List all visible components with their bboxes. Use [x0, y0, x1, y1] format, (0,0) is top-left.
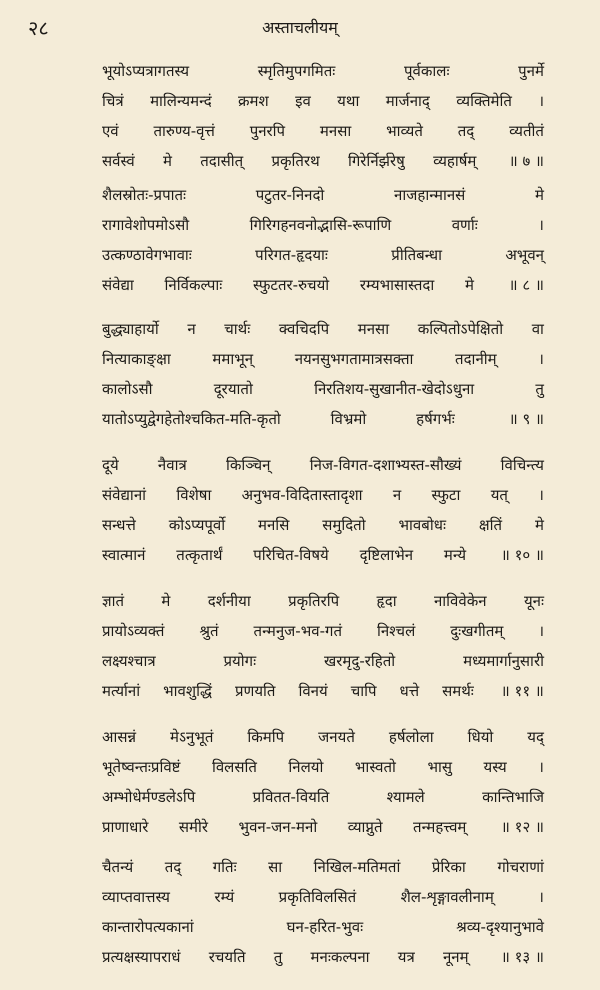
verse-line — [102, 540, 544, 570]
verse-line — [102, 374, 544, 404]
verse-word: व्यतीतं — [509, 122, 544, 140]
verse-word: परिचित-विषये — [253, 546, 329, 564]
verse-word: कालोऽसौ — [102, 380, 153, 398]
verse-word: निलयो — [288, 758, 324, 776]
verse-word: हर्षगर्भः — [416, 410, 455, 428]
verse-line — [102, 86, 544, 116]
verse-word: सर्वस्वं — [102, 152, 135, 170]
verse-word: निश्चलं — [376, 622, 416, 640]
verse-word: भास्वतो — [354, 758, 396, 776]
verse-word: ज्ञातं — [102, 592, 125, 610]
verse-word: चित्रं — [102, 92, 124, 110]
verse-word: मर्त्यानां — [102, 682, 141, 700]
verse-word: विभ्रमो — [330, 410, 367, 428]
verse-word: किञ्चिन् — [226, 456, 271, 474]
verse-word: कान्तारोपत्यकानां — [102, 918, 194, 936]
verse-word: रागावेशोपमोऽसौ — [102, 216, 190, 234]
verse-line — [102, 344, 544, 374]
verse-word: चापि — [350, 682, 377, 700]
verse-word: प्राणाधारे — [102, 818, 149, 836]
verse-word: तु — [535, 380, 544, 398]
verse-word: लक्ष्यश्चात्र — [102, 652, 156, 670]
verse-word: गोचराणां — [497, 858, 544, 876]
verse-line — [102, 752, 544, 782]
verse-word: निर्विकल्पाः — [164, 276, 223, 294]
verse-word: भावशुद्धिं — [163, 682, 212, 700]
verse-word: गिरिगहनवनोद्भासि-रूपाणि — [249, 216, 392, 234]
verse-line — [102, 314, 544, 344]
verse-word: मालिन्यमन्दं — [150, 92, 212, 110]
verse-block — [102, 852, 544, 972]
verse-word: अम्भोधेर्मण्डलेऽपि — [102, 788, 196, 806]
verse-word: मार्जनाद् — [385, 92, 430, 110]
verse-word: रचयति — [208, 948, 246, 966]
verse-word: किमपि — [247, 728, 285, 746]
verse-number: ॥ ९ ॥ — [508, 410, 544, 428]
verse-word: । — [538, 622, 544, 640]
verse-word: यस्य — [483, 758, 507, 776]
verse-word: उत्कण्ठावेगभावाः — [102, 246, 192, 264]
verse-word: यत्र — [397, 948, 415, 966]
verse-word: वा — [531, 320, 544, 338]
verse-word: बुद्ध्याहार्यो — [102, 320, 159, 338]
verse-word: इव — [295, 92, 311, 110]
verse-line — [102, 270, 544, 300]
verse-word: कान्तिभाजि — [482, 788, 544, 806]
verse-word: प्रकृतिरथ — [271, 152, 320, 170]
verse-word: यातोऽप्युद्वेगहेतोश्चकित-मति-कृतो — [102, 410, 281, 428]
verse-word: विशेषा — [176, 486, 212, 504]
verse-number: ॥ ११ ॥ — [500, 682, 544, 700]
verse-word: श्रव्य-दृश्यानुभावे — [456, 918, 544, 936]
verse-word: प्रायोऽव्यक्तं — [102, 622, 165, 640]
verse-word: विनयं — [298, 682, 328, 700]
verse-line — [102, 510, 544, 540]
verse-word: पुनरपि — [249, 122, 286, 140]
verse-word: दूरयातो — [213, 380, 253, 398]
verse-word: पटुतर-निनदो — [255, 186, 325, 204]
verse-word: भाव्यते — [386, 122, 423, 140]
verse-word: विचिन्त्य — [500, 456, 544, 474]
verse-block — [102, 450, 544, 570]
verse-word: क्रमश — [238, 92, 269, 110]
verse-word: व्यहार्षम् — [433, 152, 477, 170]
verse-block — [102, 56, 544, 176]
verse-word: हर्षलोला — [388, 728, 434, 746]
verse-word: मे — [534, 516, 544, 534]
verse-word: खरमृदु-रहितो — [324, 652, 396, 670]
verse-word: प्रेरिका — [431, 858, 466, 876]
verse-line — [102, 450, 544, 480]
verse-word: सन्धत्ते — [102, 516, 136, 534]
verse-word: चैतन्यं — [102, 858, 134, 876]
verse-word: क्वचिदपि — [278, 320, 330, 338]
verse-word: प्रकृतिरपि — [288, 592, 340, 610]
verse-word: यत् — [490, 486, 508, 504]
verse-word: स्मृतिमुपगमितः — [257, 62, 336, 80]
verse-word: व्याप्तवात्तस्य — [102, 888, 171, 906]
verse-line — [102, 404, 544, 434]
verse-word: वर्णाः — [451, 216, 478, 234]
verse-line — [102, 852, 544, 882]
verse-word: मनसि — [258, 516, 290, 534]
verse-word: प्रणयति — [234, 682, 276, 700]
verse-number: ॥ १० ॥ — [500, 546, 544, 564]
verse-word: विलसति — [211, 758, 257, 776]
verse-line — [102, 180, 544, 210]
verse-block — [102, 722, 544, 842]
verse-word: । — [538, 350, 544, 368]
verse-word: परिगत-हृदयाः — [255, 246, 328, 264]
verse-word: तारुण्य-वृत्तं — [153, 122, 215, 140]
verse-word: तन्महत्त्वम् — [413, 818, 467, 836]
verse-line — [102, 616, 544, 646]
verse-word: संवेद्यानां — [102, 486, 147, 504]
verse-word: नैवात्र — [157, 456, 187, 474]
verse-word: दुःखगीतम् — [450, 622, 504, 640]
verse-word: पूर्वकालः — [404, 62, 450, 80]
verse-word: पुनर्मे — [518, 62, 544, 80]
verse-word: दर्शनीया — [207, 592, 251, 610]
verse-number: ॥ ८ ॥ — [508, 276, 544, 294]
verse-word: मनःकल्पना — [310, 948, 370, 966]
verse-word: एवं — [102, 122, 119, 140]
verse-word: संवेद्या — [102, 276, 134, 294]
verse-line — [102, 210, 544, 240]
verse-word: धियो — [467, 728, 494, 746]
verse-word: निरतिशय-सुखानीत-खेदोऽधुना — [314, 380, 475, 398]
verse-word: गिरेर्निर्झरेषु — [347, 152, 405, 170]
verse-word: तद् — [164, 858, 182, 876]
verse-word: व्यक्तिमेति — [456, 92, 512, 110]
verse-word: भुवन-जन-मनो — [238, 818, 318, 836]
verse-line — [102, 676, 544, 706]
verse-word: श्यामले — [386, 788, 425, 806]
verse-line — [102, 240, 544, 270]
verse-word: तदानीम् — [455, 350, 497, 368]
verse-word: दृष्टिलाभेन — [359, 546, 414, 564]
verse-word: धत्ते — [399, 682, 420, 700]
verse-number: ॥ १३ ॥ — [500, 948, 544, 966]
verse-word: अनुभव-विदितास्तादृशा — [241, 486, 363, 504]
verse-line — [102, 586, 544, 616]
verse-block — [102, 314, 544, 434]
verse-word: भावबोधः — [398, 516, 446, 534]
verse-word: श्रुतं — [199, 622, 219, 640]
verse-word: समर्थः — [442, 682, 474, 700]
verse-word: नाजहान्मानसं — [394, 186, 466, 204]
verse-word: प्रत्यक्षस्यापराधं — [102, 948, 181, 966]
verse-word: मे — [162, 152, 172, 170]
verse-word: मे — [534, 186, 544, 204]
verse-word: हृदा — [376, 592, 397, 610]
verse-word: सा — [268, 858, 283, 876]
verse-line — [102, 722, 544, 752]
verse-word: नाविवेकेन — [433, 592, 487, 610]
verse-line — [102, 912, 544, 942]
verse-word: तु — [273, 948, 283, 966]
verse-word: स्फुटा — [431, 486, 461, 504]
verse-word: प्रवितत-वियति — [252, 788, 330, 806]
verse-word: स्फुटतर-रुचयो — [253, 276, 330, 294]
verse-word: प्रीतिबन्धा — [391, 246, 442, 264]
verse-word: यद् — [527, 728, 544, 746]
verse-word: चार्थः — [224, 320, 251, 338]
verse-word: । — [538, 758, 544, 776]
verse-word: भूतेष्वन्तःप्रविष्टं — [102, 758, 181, 776]
verse-word: नूनम् — [442, 948, 469, 966]
verse-word: तन्मनुज-भव-गतं — [253, 622, 342, 640]
verse-word: । — [538, 888, 544, 906]
verse-word: अभूवन् — [505, 246, 544, 264]
verse-word: कल्पितोऽपेक्षितो — [417, 320, 504, 338]
verse-word: न — [187, 320, 196, 338]
verse-word: मनसा — [319, 122, 352, 140]
verse-word: आसन्नं — [102, 728, 137, 746]
verse-line — [102, 942, 544, 972]
verse-block — [102, 586, 544, 706]
verse-word: समीरे — [178, 818, 209, 836]
verse-line — [102, 882, 544, 912]
verse-word: निज-विगत-दशाभ्यस्त-सौख्यं — [309, 456, 462, 474]
verse-block — [102, 180, 544, 300]
verse-word: मेऽनुभूतं — [170, 728, 214, 746]
verse-line — [102, 146, 544, 176]
verse-word: मे — [161, 592, 171, 610]
verse-word: रम्यं — [214, 888, 235, 906]
verse-word: नयनसुभगतामात्रसक्ता — [294, 350, 414, 368]
verse-word: स्वात्मानं — [102, 546, 146, 564]
verse-word: मे — [464, 276, 474, 294]
verse-word: जनयते — [318, 728, 355, 746]
verse-number: ॥ १२ ॥ — [500, 818, 544, 836]
verse-word: समुदितो — [322, 516, 366, 534]
verse-line — [102, 56, 544, 86]
verse-word: नित्याकाङ्क्षा — [102, 350, 171, 368]
verse-word: । — [538, 486, 544, 504]
verse-word: गतिः — [212, 858, 237, 876]
verse-word: व्याप्नुते — [347, 818, 383, 836]
running-title: अस्ताचलीयम् — [262, 18, 338, 37]
verse-word: रम्यभासास्तदा — [359, 276, 435, 294]
verse-line — [102, 480, 544, 510]
verse-line — [102, 116, 544, 146]
verse-word: मनसा — [357, 320, 390, 338]
verse-word: । — [538, 92, 544, 110]
verse-word: यथा — [337, 92, 360, 110]
verse-word: तत्कृतार्थं — [176, 546, 223, 564]
verse-word: । — [538, 216, 544, 234]
verse-word: घन-हरित-भुवः — [286, 918, 364, 936]
verse-word: कोऽप्यपूर्वो — [168, 516, 226, 534]
verse-word: मध्यमार्गानुसारी — [463, 652, 544, 670]
verse-word: मन्ये — [443, 546, 467, 564]
verse-line — [102, 646, 544, 676]
verse-line — [102, 812, 544, 842]
verse-word: क्षतिं — [478, 516, 503, 534]
verse-word: न — [392, 486, 402, 504]
verse-word: दूये — [102, 456, 119, 474]
verse-word: ममाभून् — [212, 350, 254, 368]
verse-word: प्रकृतिविलसितं — [278, 888, 357, 906]
page-number: २८ — [28, 16, 49, 40]
verse-word: भासु — [427, 758, 453, 776]
verse-word: शैलस्रोतः-प्रपातः — [102, 186, 187, 204]
verse-word: यूनः — [523, 592, 544, 610]
verse-word: तदासीत् — [200, 152, 244, 170]
verse-line — [102, 782, 544, 812]
verse-word: शैल-शृङ्गावलीनाम् — [400, 888, 494, 906]
verse-word: तद् — [457, 122, 475, 140]
verse-word: निखिल-मतिमतां — [313, 858, 401, 876]
verse-word: प्रयोगः — [223, 652, 257, 670]
verse-number: ॥ ७ ॥ — [508, 152, 544, 170]
verse-word: भूयोऽप्यत्रागतस्य — [102, 62, 190, 80]
page-header — [0, 14, 600, 44]
